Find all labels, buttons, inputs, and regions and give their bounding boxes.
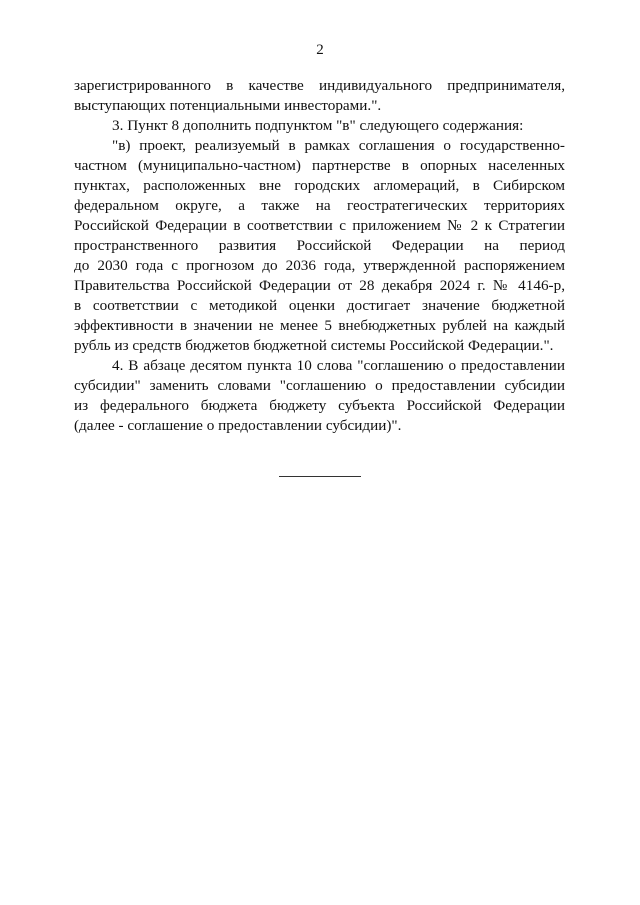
document-body: [74, 76, 565, 436]
text-line: пунктах, расположенных вне городских агломераций, в Сибирском: [74, 177, 565, 194]
text-line: зарегистрированного в качестве индивидуального предпринимателя,: [74, 77, 565, 94]
text-line: федеральном округе, а также на геостратегических территориях: [74, 197, 565, 214]
text-line: субсидии" заменить словами "соглашению о предоставлении субсидии: [74, 377, 565, 394]
text-line: из федерального бюджета бюджету субъекта Российской Федерации: [74, 397, 565, 414]
end-separator-line: [279, 476, 361, 477]
text-line: эффективности в значении не менее 5 внебюджетных рублей на каждый: [74, 317, 565, 334]
text-line: Российской Федерации в соответствии с приложением № 2 к Стратегии: [74, 217, 565, 234]
text-line: рубль из средств бюджетов бюджетной системы Российской Федерации.".: [74, 337, 554, 354]
text-line: "в) проект, реализуемый в рамках соглашения о государственно-: [112, 137, 565, 154]
text-line: 4. В абзаце десятом пункта 10 слова "соглашению о предоставлении: [112, 357, 565, 374]
text-line: до 2030 года с прогнозом до 2036 года, утвержденной распоряжением: [74, 257, 565, 274]
text-line: Правительства Российской Федерации от 28 декабря 2024 г. № 4146-р,: [74, 277, 565, 294]
text-line: пространственного развития Российской Федерации на период: [74, 237, 565, 254]
text-line: выступающих потенциальными инвесторами.".: [74, 97, 382, 114]
text-line: 3. Пункт 8 дополнить подпунктом "в" следующего содержания:: [112, 117, 524, 134]
page-number: 2: [316, 42, 324, 58]
text-line: в соответствии с методикой оценки достигает значение бюджетной: [74, 297, 565, 314]
text-line: частном (муниципально-частном) партнерстве в опорных населенных: [74, 157, 565, 174]
text-line: (далее - соглашение о предоставлении субсидии)".: [74, 417, 402, 434]
